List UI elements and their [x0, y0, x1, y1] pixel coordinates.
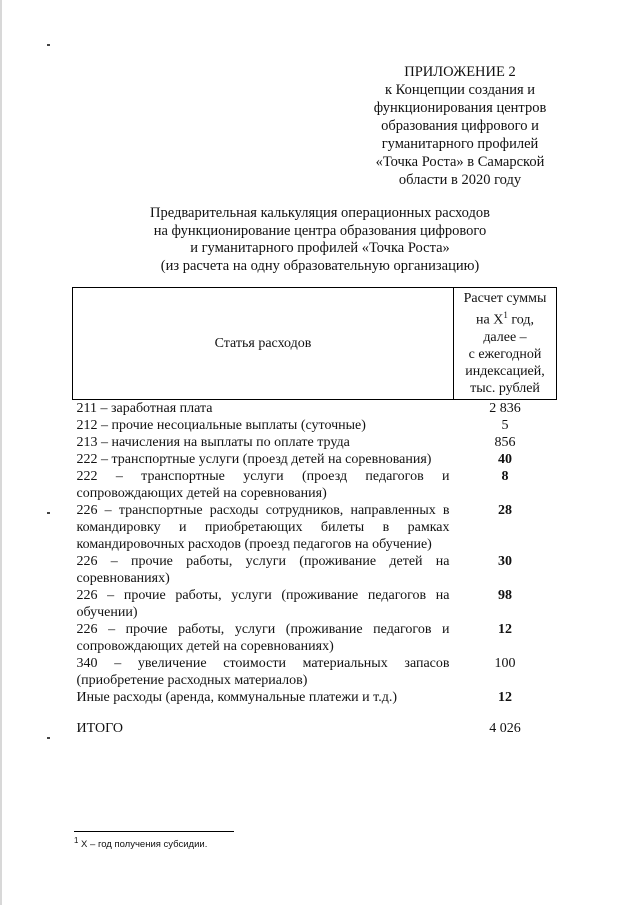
expense-sum: 856 [494, 434, 516, 450]
expense-sum: 28 [498, 502, 512, 518]
title-line: Предварительная калькуляция операционных расходов [150, 205, 490, 221]
table-header-row [73, 288, 557, 400]
footnote-text: X – год получения субсидии. [78, 839, 208, 851]
table-row [73, 502, 557, 553]
document-title [110, 205, 530, 275]
table-row [73, 587, 557, 621]
title-line: на функционирование центра образования цифрового [153, 222, 487, 239]
table-row [73, 468, 557, 502]
header-sum-line: индексацией, [465, 363, 545, 379]
scan-mark [47, 44, 50, 46]
scan-mark [47, 737, 50, 739]
expense-item: 226 – прочие работы, услуги (проживание педагогов на обучении) [76, 587, 450, 620]
table-row [73, 553, 557, 587]
table-row [73, 434, 557, 451]
page-edge [0, 0, 2, 905]
appendix-line: гуманитарного профилей [381, 136, 539, 152]
appendix-line: области в 2020 году [398, 172, 522, 188]
footnote-divider [74, 831, 234, 832]
appendix-block [350, 63, 570, 189]
appendix-line: образования цифрового и [381, 118, 539, 134]
table-row [73, 655, 557, 689]
appendix-line: ПРИЛОЖЕНИЕ 2 [404, 64, 516, 80]
expense-item: 226 – прочие работы, услуги (проживание педагогов и сопровождающих детей на соревнованиях) [76, 621, 450, 654]
title-line: и гуманитарного профилей «Точка Роста» [190, 240, 450, 256]
header-sum-line: далее – [483, 329, 527, 345]
expense-sum: 30 [498, 553, 512, 569]
expense-item: 212 – прочие несоциальные выплаты (суточные) [76, 417, 366, 433]
expense-item: 222 – транспортные услуги (проезд педагогов и сопровождающих детей на соревнования) [76, 468, 450, 501]
scan-mark [47, 512, 50, 514]
appendix-line: «Точка Роста» в Самарской [375, 154, 545, 170]
spacer-row [73, 706, 557, 720]
table-row [73, 689, 557, 706]
appendix-line: функционирования центров [373, 100, 547, 116]
expense-item: 213 – начисления на выплаты по оплате труда [76, 434, 350, 450]
header-item: Статья расходов [73, 288, 454, 400]
table-row [73, 621, 557, 655]
expense-sum: 8 [501, 468, 509, 484]
expense-sum: 2 836 [489, 400, 521, 416]
appendix-line: к Концепции создания и [384, 82, 536, 98]
expense-item: 340 – увеличение стоимости материальных запасов (приобретение расходных материалов) [76, 655, 450, 688]
expense-sum: 40 [498, 451, 512, 467]
expense-item: Иные расходы (аренда, коммунальные платежи и т.д.) [76, 689, 398, 705]
expense-sum: 5 [501, 417, 509, 433]
table-row [73, 399, 557, 417]
header-sum [454, 288, 557, 400]
footnote-marker: 1 [74, 836, 79, 845]
expense-sum: 12 [498, 621, 512, 637]
expense-item: 226 – транспортные расходы сотрудников, направленных в командировку и приобретающих билеты в рамках командировочных расходов (проезд педагогов на обучение) [76, 502, 450, 552]
cost-table [72, 287, 557, 737]
expense-item: 211 – заработная плата [76, 400, 213, 416]
table-row [73, 451, 557, 468]
total-row [73, 720, 557, 737]
expense-sum: 100 [494, 655, 516, 671]
header-sum-line: тыс. рублей [470, 380, 540, 396]
footnote [74, 836, 207, 850]
expense-item: 226 – прочие работы, услуги (проживание детей на соревнованиях) [76, 553, 450, 586]
header-sum-line: с ежегодной [468, 346, 542, 362]
total-label: ИТОГО [76, 720, 123, 736]
expense-sum: 98 [498, 587, 512, 603]
header-sum-line: на $X^1$ год, [476, 310, 534, 328]
expense-item: 222 – транспортные услуги (проезд детей на соревнования) [76, 451, 432, 467]
expense-sum: 12 [498, 689, 512, 705]
title-line: (из расчета на одну образовательную организацию) [160, 257, 480, 274]
header-sum-line: Расчет суммы [463, 291, 547, 306]
table-row [73, 417, 557, 434]
total-value: 4 026 [489, 720, 521, 736]
footnote-ref: 1 [503, 310, 508, 320]
